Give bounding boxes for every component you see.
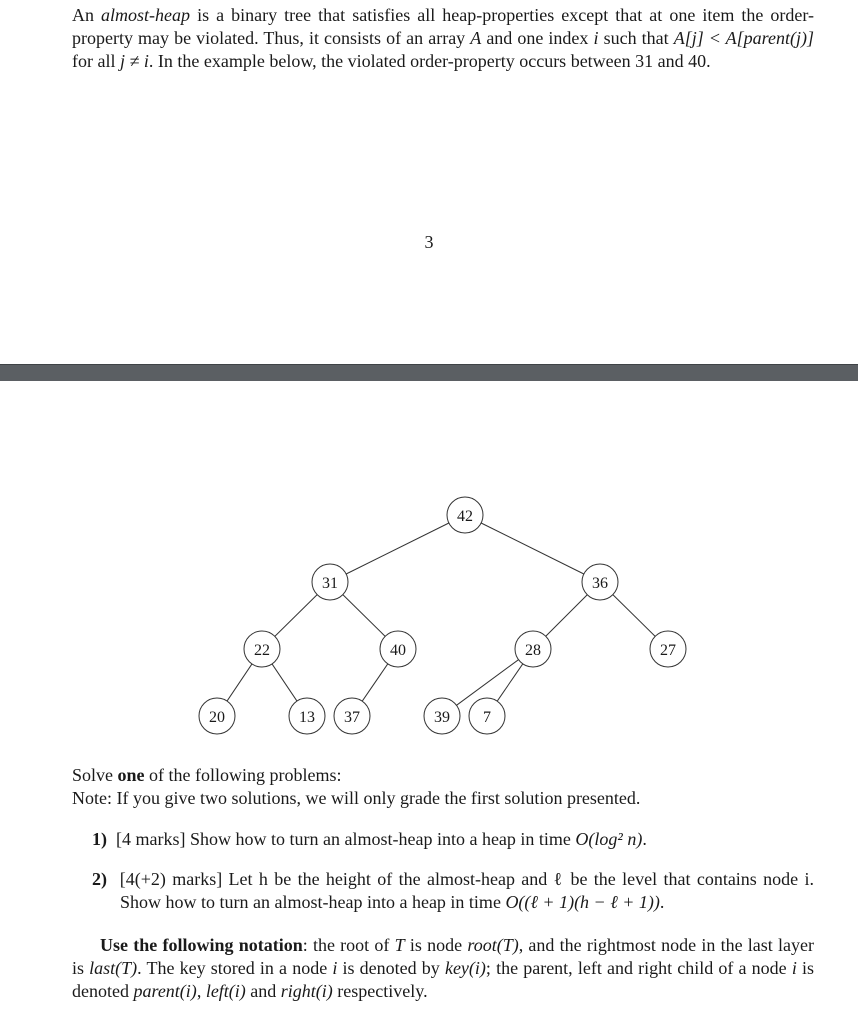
tree-edge: [362, 664, 388, 701]
almost-heap-tree-figure: [0, 485, 858, 745]
tree-node-label: 42: [457, 508, 473, 525]
tree-edge: [275, 595, 317, 637]
tree-node: [199, 698, 235, 734]
tree-edge: [546, 595, 588, 637]
tree-node: [469, 698, 505, 734]
problem-2: 2) [4(+2) marks] Let h be the height of the almost-heap and ℓ be the level that contains node i. Show how to turn an almost-heap into a heap in time O((ℓ + 1)(h − ℓ + 1)).: [92, 869, 815, 912]
term-almost-heap: almost-heap: [101, 5, 191, 25]
tree-node: [650, 631, 686, 667]
problem-1: 1) [4 marks] Show how to turn an almost-heap into a heap in time O(log² n).: [92, 829, 647, 849]
tree-node-label: 20: [209, 709, 225, 726]
tree-node: [424, 698, 460, 734]
tree-node-label: 36: [592, 575, 608, 592]
tree-edge: [497, 664, 523, 701]
tree-node-label: 27: [660, 642, 676, 659]
instructions: Solve one of the following problems: Note: If you give two solutions, we will only grade the first solution presented.: [72, 765, 641, 808]
tree-node: [380, 631, 416, 667]
tree-edge: [272, 664, 297, 701]
tree-node-label: 22: [254, 642, 270, 659]
tree-node: [244, 631, 280, 667]
tree-node-label: 31: [322, 575, 338, 592]
tree-node: [582, 564, 618, 600]
tree-node-label: 37: [344, 709, 360, 726]
tree-node: [447, 497, 483, 533]
tree-node: [515, 631, 551, 667]
tree-edge: [343, 595, 385, 637]
page-separator: [0, 364, 858, 381]
tree-edge: [346, 523, 449, 574]
tree-node-label: 28: [525, 642, 541, 659]
tree-node-label: 39: [434, 709, 450, 726]
tree-node: [334, 698, 370, 734]
tree-node-label: 13: [299, 709, 315, 726]
tree-edge: [613, 595, 655, 637]
tree-node: [289, 698, 325, 734]
tree-edge: [481, 523, 584, 574]
tree-node-label: 40: [390, 642, 406, 659]
tree-node-label: 7: [483, 709, 491, 726]
page-number: 3: [424, 232, 434, 252]
grading-note: Note: If you give two solutions, we will only grade the first solution presented.: [72, 788, 641, 808]
notation-paragraph: Use the following notation: the root of T is node root(T), and the rightmost node in the last layer is last(T). The key stored in a node i is denoted by key(i); the parent, left and right child of a node i is denoted parent(i), left(i) and right(i) respectively.: [72, 935, 815, 1001]
heap-condition-formula: A[j] < A[parent(j)]: [673, 28, 815, 48]
intro-paragraph: An almost-heap is a binary tree that satisfies all heap-properties except that at one item the order-property may be violated. Thus, it consists of an array A and one index i such that A[j] < A[parent(j)] for all j ≠ i. In the example below, the violated order-property occurs between 31 and 40.: [72, 5, 815, 71]
tree-node: [312, 564, 348, 600]
tree-edge: [227, 664, 252, 701]
